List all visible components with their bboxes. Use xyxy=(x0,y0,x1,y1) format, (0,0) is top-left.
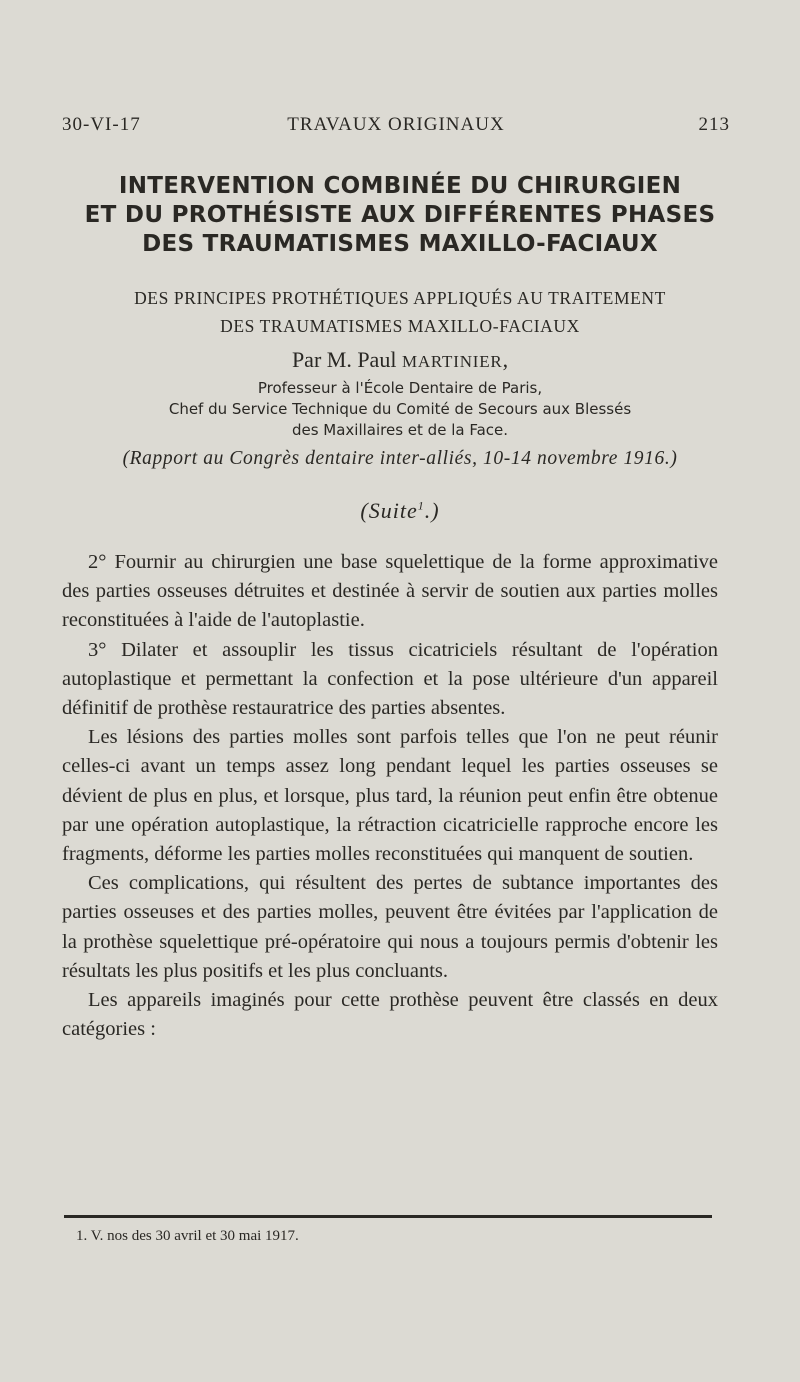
issue-date: 30-VI-17 xyxy=(62,114,141,135)
section-title: TRAVAUX ORIGINAUX xyxy=(287,114,505,135)
author-affiliation xyxy=(0,378,800,441)
affiliation-line-3: des Maxillaires et de la Face. xyxy=(291,421,509,439)
paragraph: 3° Dilater et assouplir les tissus cicatriciels résultant de l'opération autoplastique et permettant la confection et la pose ultérieure d'un appareil définitif de prothèse restauratrice des parties absentes. xyxy=(62,638,718,720)
paragraph: Ces complications, qui résultent des pertes de subtance importantes des parties osseuses et des parties molles, peuvent être évitées par l'application de la prothèse squelettique pré-opératoire qui nous a toujours permis d'obtenir les résultats les plus positifs et les plus concluants. xyxy=(62,872,718,982)
subtitle-line-2: DES TRAUMATISMES MAXILLO-FACIAUX xyxy=(220,316,580,336)
affiliation-line-1: Professeur à l'École Dentaire de Paris, xyxy=(257,379,543,397)
author-line xyxy=(0,347,800,373)
affiliation-line-2: Chef du Service Technique du Comité de Secours aux Blessés xyxy=(168,400,632,418)
page-number: 213 xyxy=(698,114,730,135)
title-line-3: DES TRAUMATISMES MAXILLO-FACIAUX xyxy=(142,231,658,257)
author-suffix: , xyxy=(502,347,509,372)
title-line-1: INTERVENTION COMBINÉE DU CHIRURGIEN xyxy=(118,173,682,199)
suite-close: .) xyxy=(424,498,440,523)
article-title xyxy=(40,172,760,259)
footnote-rule xyxy=(64,1215,712,1218)
paragraph: Les appareils imaginés pour cette prothèse peuvent être classés en deux catégories : xyxy=(62,989,718,1041)
subtitle-line-1: DES PRINCIPES PROTHÉTIQUES APPLIQUÉS AU TRAITEMENT xyxy=(134,288,666,308)
author-prefix: Par M. Paul xyxy=(291,347,402,372)
continuation-note xyxy=(0,498,800,524)
suite-footnote-ref: 1 xyxy=(417,498,425,513)
title-line-2: ET DU PROTHÉSISTE AUX DIFFÉRENTES PHASES xyxy=(84,202,716,228)
report-note: (Rapport au Congrès dentaire inter-alliés, 10-14 novembre 1916.) xyxy=(122,448,678,469)
paragraph: 2° Fournir au chirurgien une base squelettique de la forme approximative des parties osseuses détruites et destinée à servir de soutien aux parties molles reconstituées à l'aide de l'autoplastie. xyxy=(62,551,718,632)
footnote: 1. V. nos des 30 avril et 30 mai 1917. xyxy=(76,1228,299,1244)
body-text xyxy=(62,548,718,1044)
running-head xyxy=(62,114,730,140)
author-name: MARTINIER xyxy=(401,352,503,371)
paragraph: Les lésions des parties molles sont parfois telles que l'on ne peut réunir celles-ci avant un temps assez long pendant lequel les parties osseuses se dévient de plus en plus, et lorsque, plus tard, la réunion peut enfin être obtenue par une opération autoplastique, la rétraction cicatricielle rapproche encore les fragments, déforme les parties molles reconstituées qui manquent de soutien. xyxy=(62,726,718,866)
article-subtitle xyxy=(30,284,770,340)
suite-text: (Suite xyxy=(360,498,418,523)
